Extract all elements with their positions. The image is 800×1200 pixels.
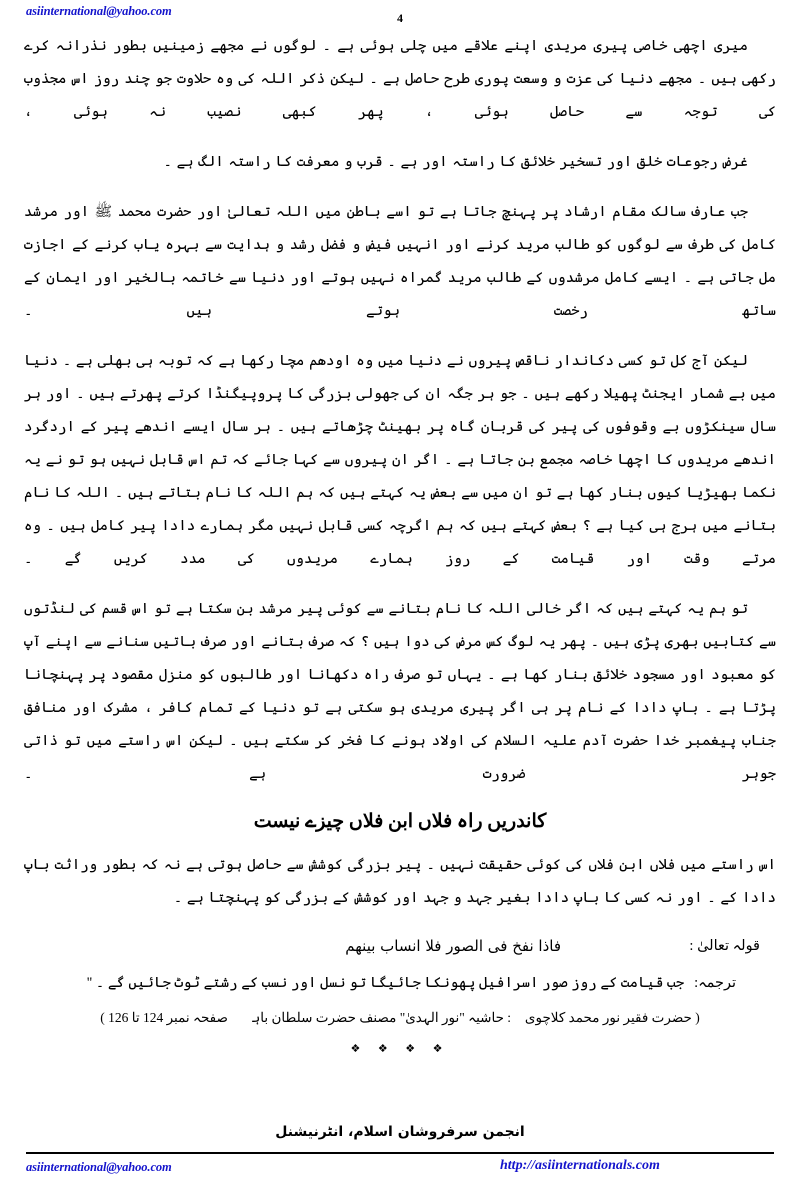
persian-verse-heading: کاندریں راہ فلاں ابن فلاں چیزے نیست [253, 811, 547, 832]
paragraph-spacer [24, 337, 776, 345]
body-paragraph: میری اچھی خاصی پیری مریدی اپنے علاقے میں چلی ہوئی ہے ۔ لوگوں نے مجھے زمینیں بطور نذرانہ کرے رکھی ہیں ۔ مجھے دنیا کی عزت و وسعت پوری طرح حاصل ہے ۔ لیکن ذکر اللہ کی وہ حلاوت جو چند روز اس مجذوب کی توجہ سے حاصل ہوئی ، پھر کبھی نصیب نہ ہوئی ، [24, 38, 776, 120]
document-body [24, 30, 776, 1115]
body-paragraph: تو ہم یہ کہتے ہیں کہ اگر خالی اللہ کا نام بتانے سے کوئی پیر مرشد بن سکتا ہے تو اس قسم کی لنڈتوں سے کتابیں بھری پڑی ہیں ۔ پھر یہ لوگ کس مرض کی دوا ہیں ؟ کہ صرف بتانے اور صرف باتیں سنانے سے اپنے آپ کو معبود اور مسجود خلائق بنار کھا ہے ۔ یہاں تو صرف راہ دکھانا اور طالبوں کو منزل مقصود پر پہنچانا پڑتا ہے ۔ باپ دادا کے نام پر ہی اگر پیری مریدی ہو سکتی ہے تو دنیا کے تمام کافر ، مشرک اور منافق جناب پیغمبر خدا حضرت آدم علیہ السلام کی اولاد ہونے کا فخر کر سکتے ہیں ۔ لیکن اس راستے میں تو ذاتی جوہر ضرورت ہے ۔ [24, 601, 776, 782]
paragraph-spacer [24, 138, 776, 146]
paragraph-spacer [24, 585, 776, 593]
organization-name: انجمن سرفروشان اسلام، انٹرنیشنل [275, 1124, 525, 1140]
body-paragraph: جب عارف سالک مقام ارشاد پر پہنچ جاتا ہے تو اسے باطن میں اللہ تعالیٰ اور حضرت محمد ﷺ اور مرشد کامل کی طرف سے لوگوں کو طالب مرید کرنے اور انہیں فیض و فضل رشد و ہدایت سے بہرہ یاب کرنے کے اجازت مل جاتی ہے ۔ ایسے کامل مرشدوں کے طالب مرید گمراہ نہیں ہوتے اور دنیا سے خاتمہ بالخیر اور ایمان کے ساتھ رخصت ہوتے ہیں ۔ [24, 204, 776, 319]
translation-label: ترجمہ: [694, 975, 736, 991]
footer-website-link[interactable]: http://asiinternationals.com [500, 1158, 660, 1173]
translation-text: جب قیامت کے روز صور اسرافیل پھونکا جائیگا تو نسل اور نسب کے رشتے ٹوٹ جائیں گے ۔ '' [86, 975, 685, 991]
page-header [0, 0, 800, 30]
quran-quote-row [24, 931, 776, 965]
header-email-link[interactable]: asiinternational@yahoo.com [26, 4, 172, 18]
page-number: 4 [397, 11, 403, 25]
body-paragraph: غرض رجوعات خلق اور تسخیر خلائق کا راستہ اور ہے ۔ قرب و معرفت کا راستہ الگ ہے ۔ [163, 154, 748, 170]
quran-verse-arabic: فاذا نفخ فى الصور فلا انساب بينهم [345, 937, 561, 955]
body-paragraph: لیکن آج کل تو کسی دکاندار ناقص پیروں نے دنیا میں وہ اودھم مچا رکھا ہے کہ توبہ ہی بھلی ہے ۔ دنیا میں بے شمار ایجنٹ پھیلا رکھے ہیں ۔ جو ہر جگہ ان کی جھولی بزرگی کا پروپیگنڈا کرتے پھرتے ہیں ۔ اور ہر سال سینکڑوں بے وقوفوں کی پیر کی قربان گاہ پر بھینٹ چڑھاتے ہیں ۔ ہر سال ایسے اندھے پیر کے اردگرد اندھے مریدوں کا اچھا خاصہ مجمع بن جاتا ہے ۔ اگر ان پیروں سے کہا جائے کہ تم اس قابل نہیں ہو تو نے یہ نکما بھیڑیا کیوں بنار کھا ہے تو ان میں سے بعض یہ کہتے ہیں کہ ہم اللہ کا نام بتاتے ہیں ۔ اللہ کا نام بتانے میں ہرج ہی کیا ہے ؟ بعض کہتے ہیں کہ ہم اگرچہ کسی قابل نہیں مگر ہمارے دادا پیر کامل ہیں ۔ وہ مرتے وقت اور قیامت کے روز ہمارے مریدوں کی مدد کریں گے ۔ [24, 353, 776, 567]
page-footer [0, 1157, 800, 1187]
ornament-divider: ❖ ❖ ❖ ❖ [350, 1042, 450, 1055]
footer-divider [26, 1152, 774, 1154]
quote-label: قولہ تعالیٰ : [689, 938, 760, 954]
source-citation: ( حضرت فقیر نور محمد کلاچوی ؒ: حاشیہ "نور الہدیٰ" مصنف حضرت سلطان باہوؒ صفحہ نمبر 124 تا 126 ) [100, 1010, 700, 1025]
body-paragraph: اس راستے میں فلاں ابن فلاں کی کوئی حقیقت نہیں ۔ پیر بزرگی کوشش سے حاصل ہوتی ہے نہ کہ بطور وراثت باپ دادا کے ۔ اور نہ کسی کا باپ دادا بغیر جہد و جہد اور کوشش کے بزرگی کو پہنچتا ہے ۔ [24, 857, 776, 906]
quote-translation-row [24, 967, 776, 999]
footer-email-link[interactable]: asiinternational@yahoo.com [26, 1160, 172, 1174]
paragraph-spacer [24, 188, 776, 196]
